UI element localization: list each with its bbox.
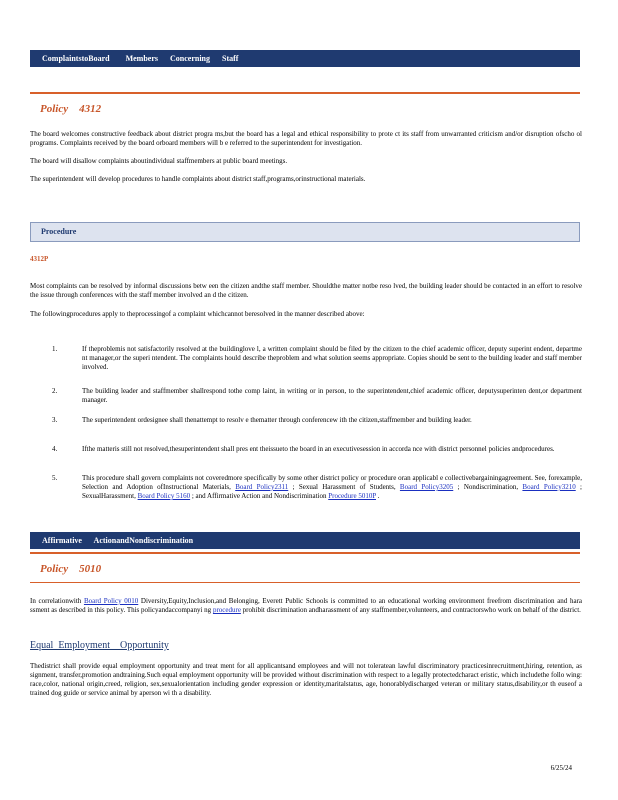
list-item-text: The building leader and staffmember shallrespond tothe comp laint, in writing or in person, to the superintendent,chief academic officer, deputysuperinten dent,or department manager. [82, 387, 582, 404]
policy-5010-paragraph [30, 597, 582, 615]
equal-employment-paragraph: Thedistrict shall provide equal employment opportunity and treat ment for all applicantsand employees and will not toleratean lawful discriminatory practicesinrecruitment,hiring, retention, as signment, transfer,promotion andtraining.Such equal employment opportunity will be provided without discrimination with respect to a legally protectedcharact eristic, which includethe follo wing: race,color, national origin,creed, religion, sex,sexualorientation including gender expression or identity,maritalstatus, age, honorablydischarged veteran or military status,disability,or th euseof a trained dog guide or service animal by aperson wi th a disability. [30, 662, 582, 697]
list-item-text-part: . [375, 492, 380, 500]
paragraph-text-part: Diversity,Equity,Inclusion,and Belonging, Everett Public Schools is committed to an educational working environment freefrom discrimination and hara ssment as described in this policy. This policyandaccompanyi ng [30, 597, 583, 614]
policy-5010-body [30, 597, 582, 615]
section-header-affirmative-action: Affirmative ActionandNondiscrimination [30, 532, 580, 549]
list-item-number: 5. [52, 474, 58, 482]
equal-employment-body [30, 662, 582, 698]
list-item-number: 3. [52, 416, 58, 424]
list-item-text-part: ; and Affirmative Action and Nondiscrimination [190, 492, 329, 500]
policy-heading-5010: Policy 5010 [40, 563, 102, 575]
footer-date: 6/25/24 [550, 764, 572, 772]
equal-employment-heading: Equal Employment Opportunity [30, 640, 169, 651]
divider-rule [30, 92, 580, 94]
procedure-5010p-link[interactable]: Procedure 5010P [328, 492, 376, 500]
divider-rule [30, 582, 580, 583]
list-item-number: 4. [52, 445, 58, 453]
list-item-text-part: ; Nondiscrimination, [453, 483, 523, 491]
procedure-lead: The followingprocedures apply to theprocessingof a complaint whichcannot beresolved in the manner described above: [30, 310, 365, 318]
policy-paragraph-3: The superintendent will develop procedures to handle complaints about district staff,programs,orinstructional materials. [30, 175, 366, 183]
board-policy-2311-link[interactable]: Board Policy2311 [235, 483, 289, 491]
board-policy-3205-link[interactable]: Board Policy3205 [399, 483, 454, 491]
board-policy-0010-link[interactable]: Board Policy 0010 [83, 597, 139, 605]
list-item-number: 2. [52, 387, 58, 395]
procedure-link[interactable]: procedure [212, 606, 241, 614]
board-policy-5160-link[interactable]: Board Policy 5160 [137, 492, 191, 500]
divider-rule [30, 552, 580, 554]
policy-paragraph-1: The board welcomes constructive feedback about district progra ms,but the board has a legal and ethical responsibility to prote ct its staff from unwarranted criticism and/or disruption ofscho ol programs. Complaints received by the board orboard members will b e referred to the superintendent for investigation. [30, 130, 582, 147]
procedure-intro-block [30, 282, 582, 319]
policy-4312-body [30, 130, 582, 184]
list-item-text: If theproblemis not satisfactorily resolved at the buildinglove l, a written complaint should be filed by the citizen to the chief academic officer, deputy superint endent, departme nt manager,or the superi ntendent. The complaints hould describe theproblem and what solution seems appropriate. Copies should be sent to the building leader and staff member involved. [82, 345, 582, 371]
list-item-text: The superintendent ordesignee shall thenattempt to resolv e thematter through conferencew ith the citizen,staffmember and building leader. [82, 416, 472, 424]
policy-paragraph-2: The board will disallow complaints aboutindividual staffmembers at public board meetings. [30, 157, 288, 165]
procedure-code: 4312P [30, 255, 49, 263]
section-header-complaints: ComplaintstoBoard Members Concerning Staff [30, 50, 580, 67]
list-item-text-part: ; SexualHarassment, [82, 483, 582, 500]
list-item-text-part: This procedure shall govern complaints not coveredmore specifically by some other district policy or procedure oran applicabl e collectivebargainingagreement. See, forexample, Selection and Adoption ofInstructional Materials, [82, 474, 582, 491]
list-item-text: Ifthe matteris still not resolved,thesuperintendent shall pres ent theissueto the board in an executivesession in accorda nce with district personnel policies andprocedures. [82, 445, 555, 453]
procedure-intro: Most complaints can be resolved by informal discussions betw een the citizen andthe staff member. Shouldthe matter notbe reso lved, the building leader should be contacted in an effort to resolve the issue through conferences with the staff member involved an d the citizen. [30, 282, 582, 299]
paragraph-text-part: prohibit discrimination andharassment of any staffmember,volunteers, and contractorswho work on behalf of the district. [240, 606, 581, 614]
list-item-number: 1. [52, 345, 58, 353]
list-item-text-part: ; Sexual Harassment of Students, [288, 483, 400, 491]
paragraph-text-part: In correlationwith [30, 597, 84, 605]
policy-heading-4312: Policy 4312 [40, 103, 102, 115]
procedure-header: Procedure [30, 222, 580, 242]
board-policy-3210-link[interactable]: Board Policy3210 [522, 483, 576, 491]
list-item-text [82, 474, 582, 501]
